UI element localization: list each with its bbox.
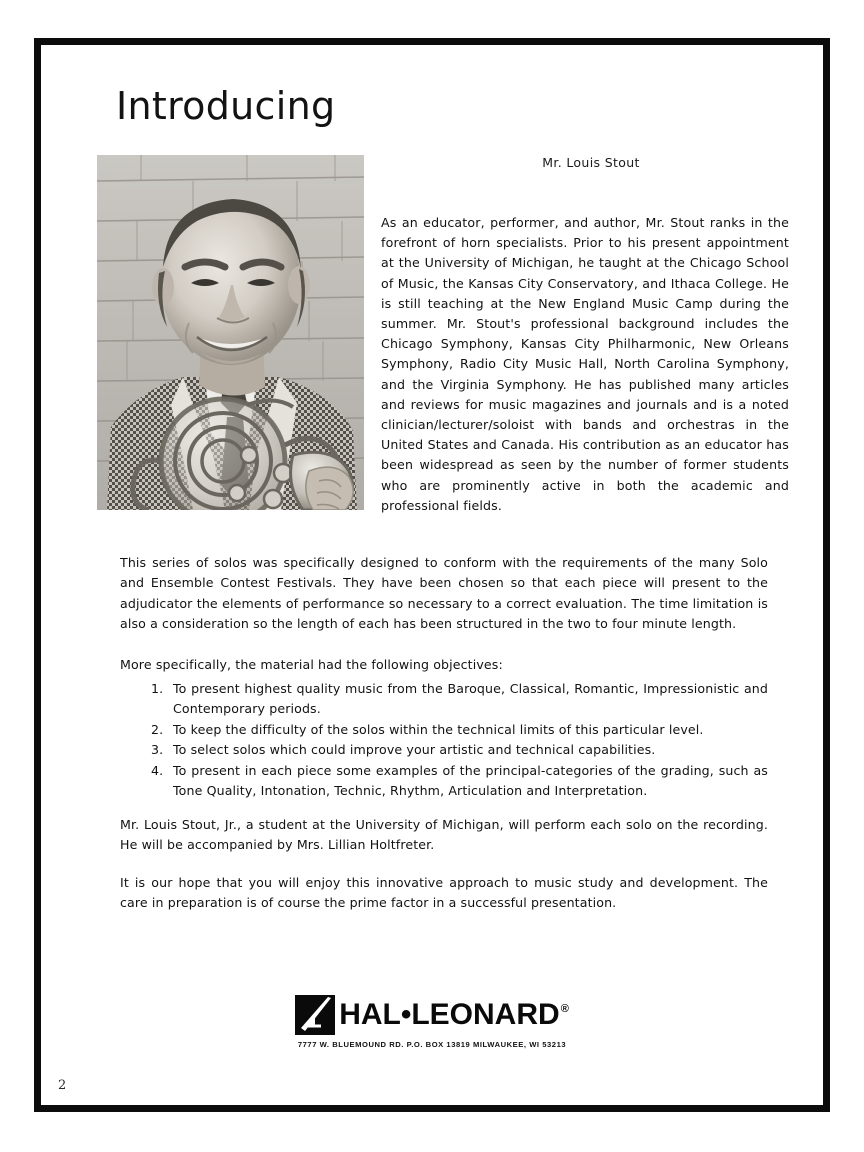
intro-paragraph: This series of solos was specifically designed to conform with the requirements of the many Solo and Ensemble Contest Festivals. They have been chosen so that each piece will present to the adjudicator the elements of performance so necessary to a correct evaluation. The time limitation is also a consideration so the length of each has been structured in the two to four minute length. xyxy=(120,555,768,632)
publisher-logo-row xyxy=(295,995,569,1035)
publisher-logo xyxy=(41,995,823,1049)
publisher-name xyxy=(339,1000,569,1030)
performer-paragraph: Mr. Louis Stout, Jr., a student at the University of Michigan, will perform each solo on the recording. He will be accompanied by Mrs. Lillian Holtfreter. xyxy=(120,817,768,853)
list-item xyxy=(151,740,768,760)
list-item-text: To select solos which could improve your artistic and technical capabilities. xyxy=(173,742,656,758)
objectives-list xyxy=(151,679,768,801)
page-number: 2 xyxy=(58,1078,67,1093)
registered-trademark-icon: ® xyxy=(560,1003,569,1015)
list-item-number: 1. xyxy=(151,681,164,696)
list-item-number: 4. xyxy=(151,762,164,778)
list-item-text: To present highest quality music from the Baroque, Classical, Romantic, Impressionistic and Contemporary periods. xyxy=(173,681,768,717)
page-content-area xyxy=(41,45,823,1105)
portrait-photo xyxy=(97,155,364,510)
list-item-text: To present in each piece some examples of the principal-categories of the grading, such as Tone Quality, Intonation, Technic, Rhythm, Articulation and Interpretation. xyxy=(173,762,768,799)
closing-paragraph: It is our hope that you will enjoy this innovative approach to music study and development. The care in preparation is of course the prime factor in a successful presentation. xyxy=(120,875,768,911)
list-item-number: 3. xyxy=(151,742,164,758)
publisher-address: 7777 W. BLUEMOUND RD. P.O. BOX 13819 MILWAUKEE, WI 53213 xyxy=(297,1040,567,1049)
publisher-name-text: HAL•LEONARD xyxy=(339,998,560,1031)
biography-paragraph: As an educator, performer, and author, Mr. Stout ranks in the forefront of horn specialists. Prior to his present appointment at the University of Michigan, he taught at the Chicago School of Music, the Kansas City Conservatory, and Ithaca College. He is still teaching at the New England Music Camp during the summer. Mr. Stout's professional background includes the Chicago Symphony, Kansas City Philharmonic, New Orleans Symphony, Radio City Music Hall, North Carolina Symphony, and the Virginia Symphony. He has published many articles and reviews for music magazines and journals and is a noted clinician/lecturer/soloist with bands and orchestras in the United States and Canada. His contribution as an educator has been widespread as seen by the number of former students who are prominently active in both the academic and professional fields. xyxy=(381,215,789,513)
portrait-photo-image xyxy=(97,155,364,510)
hal-leonard-mark-icon xyxy=(295,995,335,1035)
list-item xyxy=(151,679,768,720)
list-item-text: To keep the difficulty of the solos within the technical limits of this particular level. xyxy=(173,721,704,737)
photo-caption: Mr. Louis Stout xyxy=(542,155,640,170)
document-page xyxy=(34,38,830,1112)
list-item xyxy=(151,720,768,740)
list-item xyxy=(151,761,768,802)
objectives-lead-in: More specifically, the material had the following objectives: xyxy=(120,657,503,672)
page-title: Introducing xyxy=(116,84,336,128)
list-item-number: 2. xyxy=(151,721,164,737)
